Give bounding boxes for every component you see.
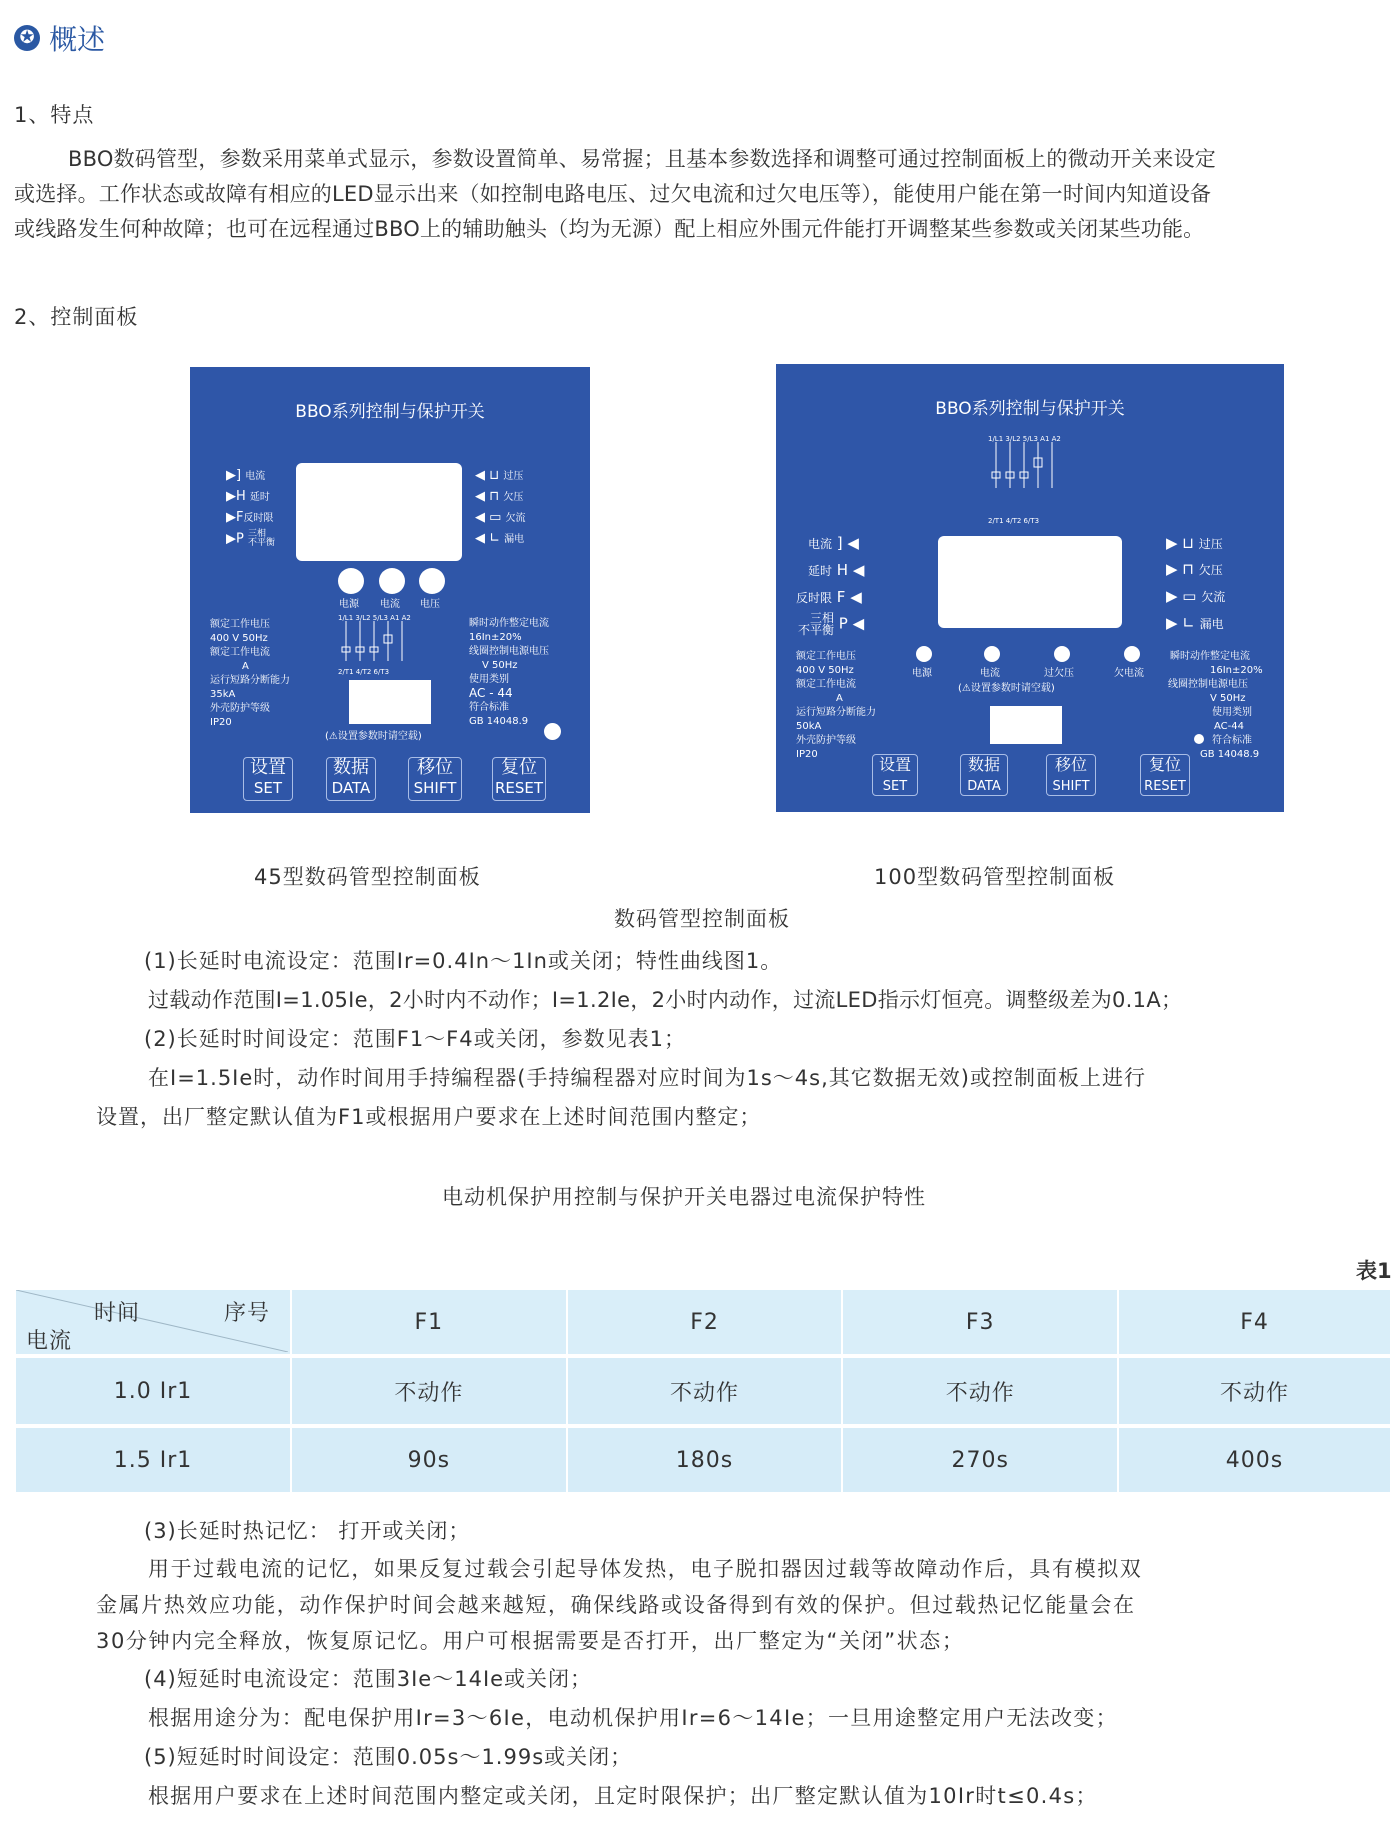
spec: 使用类别 <box>469 674 509 685</box>
indicator-delay: 延时 H ◀ <box>808 561 865 579</box>
indicator-overvoltage: ▶ ⊔ 过压 <box>1166 534 1223 552</box>
indicator-inverse-time: ▶F反时限 <box>226 510 274 525</box>
button-label: 设置 <box>250 757 286 778</box>
indicator-label: 反时限 <box>243 513 274 524</box>
button-label: 数据 <box>967 755 1000 774</box>
indicator-label: 延时 <box>249 492 270 503</box>
spec: GB 14048.9 <box>1200 749 1260 760</box>
button-label-en: RESET <box>1144 779 1186 794</box>
reset-led <box>544 723 561 740</box>
table-cell: 不动作 <box>291 1356 567 1426</box>
indicator-unbalance: ▶P 三相 不平衡 <box>226 529 275 548</box>
setting-line: 根据用户要求在上述时间范围内整定或关闭，且定时限保护；出厂整定默认值为10Ir时t≤0.4s； <box>148 1784 1098 1808</box>
spec: 16In±20% <box>1210 665 1263 676</box>
setting-line: 在I=1.5Ie时，动作时间用手持编程器(手持编程器对应时间为1s～4s,其它数据无效)或控制面板上进行 <box>148 1066 1146 1090</box>
led-voltage <box>419 568 445 594</box>
section-title: 概述 <box>49 23 106 56</box>
reset-button[interactable] <box>1140 754 1190 796</box>
indicator-overvoltage: ◀ ⊔ 过压 <box>475 468 524 483</box>
features-line: 或线路发生何种故障；也可在远程通过BBO上的辅助触头（均为无源）配上相应外围元件能打开调整某些参数或关闭某些功能。 <box>14 217 1205 241</box>
button-label-en: DATA <box>967 779 1001 794</box>
setting-line: 设置，出厂整定默认值为F1或根据用户要求在上述时间范围内整定； <box>96 1105 762 1129</box>
spec: 使用类别 <box>1212 707 1252 718</box>
setting-line: (4)短延时电流设定：范围3Ie～14Ie或关闭； <box>144 1667 593 1691</box>
table-title: 电动机保护用控制与保护开关电器过电流保护特性 <box>442 1185 926 1209</box>
spec: 瞬时动作整定电流 <box>469 618 549 629</box>
indicator-label: 三相 <box>810 611 835 625</box>
indicator-unbalance: 三相 不平衡 P ◀ <box>798 611 865 637</box>
led-power <box>338 568 364 594</box>
table-cell: 400s <box>1118 1426 1390 1492</box>
led-label: 欠电流 <box>1114 668 1144 679</box>
button-label: 移位 <box>417 757 453 778</box>
spec: 400 V 50Hz <box>796 665 854 676</box>
data-button[interactable] <box>960 754 1008 796</box>
panel-100 <box>776 364 1284 812</box>
indicator-undercurrent: ◀ ▭ 欠流 <box>475 510 526 525</box>
corner-time: 时间 <box>94 1301 141 1326</box>
sub-display <box>349 680 431 724</box>
indicator-label: 三相 <box>247 529 266 539</box>
indicator-label: 过压 <box>503 471 524 482</box>
button-label: 设置 <box>878 755 911 774</box>
row-label: 1.0 Ir1 <box>16 1356 291 1426</box>
button-label-en: DATA <box>331 779 371 797</box>
wiring-diagram <box>338 621 418 665</box>
spec: 线圈控制电源电压 <box>1168 679 1248 690</box>
control-panel-heading: 2、控制面板 <box>14 305 139 329</box>
figure-caption: 数码管型控制面板 <box>614 907 790 931</box>
indicator-label: 延时 <box>808 564 833 578</box>
setting-line: 过载动作范围I=1.05Ie，2小时内不动作；I=1.2Ie，2小时内动作，过流LED指示灯恒亮。调整级差为0.1A； <box>148 988 1183 1012</box>
reset-button[interactable] <box>492 757 546 801</box>
symbol: ] <box>836 534 843 552</box>
section-header <box>14 18 105 58</box>
panel-45-caption: 45型数码管型控制面板 <box>254 865 481 889</box>
led-label: 过欠压 <box>1044 668 1074 679</box>
led-label: 电压 <box>420 599 440 610</box>
sub-display <box>990 706 1062 744</box>
protection-table <box>16 1290 1390 1492</box>
symbol: H <box>236 489 246 504</box>
symbol: P <box>236 531 244 547</box>
button-label-en: SHIFT <box>413 779 457 797</box>
spec: AC-44 <box>1214 721 1244 732</box>
table-header-cell: F1 <box>291 1290 567 1356</box>
indicator-current: ▶] 电流 <box>226 468 266 483</box>
button-label-en: SET <box>882 779 908 794</box>
table-row <box>16 1356 1390 1426</box>
spec: 35kA <box>210 689 236 700</box>
indicator-label: 欠流 <box>1201 590 1226 604</box>
setting-line: (5)短延时时间设定：范围0.05s～1.99s或关闭； <box>144 1745 633 1769</box>
symbol: F <box>836 588 846 606</box>
indicator-label: 欠流 <box>505 513 526 524</box>
setting-line: 金属片热效应功能，动作保护时间会越来越短，确保线路或设备得到有效的保护。但过载热记忆能量会在 <box>96 1593 1136 1617</box>
spec: 线圈控制电源电压 <box>469 646 549 657</box>
button-label: 移位 <box>1054 755 1087 774</box>
lcd-display <box>938 536 1122 628</box>
indicator-undercurrent: ▶ ▭ 欠流 <box>1166 587 1226 605</box>
spec: 50kA <box>796 721 822 732</box>
setting-line: 用于过载电流的记忆，如果反复过载会引起导体发热，电子脱扣器因过载等故障动作后，具有模拟双 <box>148 1557 1143 1581</box>
terminals-top: 1/L1 3/L2 5/L3 A1 A2 <box>988 435 1061 443</box>
star-icon: ✪ <box>14 25 40 51</box>
spec: 400 V 50Hz <box>210 633 268 644</box>
indicator-leakage: ◀ ∟ 漏电 <box>475 531 525 546</box>
indicator-label: 漏电 <box>504 534 525 545</box>
table-corner-cell <box>16 1290 291 1356</box>
indicator-label: 电流 <box>808 537 833 551</box>
spec: 16In±20% <box>469 632 522 643</box>
indicator-undervoltage: ▶ ⊓ 欠压 <box>1166 560 1223 578</box>
indicator-label: 漏电 <box>1199 617 1224 631</box>
led-current <box>379 568 405 594</box>
spec: GB 14048.9 <box>469 716 529 727</box>
set-button[interactable] <box>872 754 918 796</box>
shift-button[interactable] <box>408 757 462 801</box>
corner-seq: 序号 <box>224 1301 271 1326</box>
indicator-label: 反时限 <box>796 591 833 605</box>
table-cell: 不动作 <box>842 1356 1118 1426</box>
table-cell: 270s <box>842 1426 1118 1492</box>
corner-current: 电流 <box>26 1329 73 1354</box>
led-power <box>916 646 932 662</box>
button-label-en: SET <box>253 779 283 797</box>
panel-100-caption: 100型数码管型控制面板 <box>874 865 1116 889</box>
button-label: 数据 <box>333 757 369 778</box>
spec: IP20 <box>796 749 818 760</box>
panel-title: BBO系列控制与保护开关 <box>935 399 1125 419</box>
setting-line: (3)长延时热记忆： 打开或关闭； <box>144 1519 471 1543</box>
panel-note: (⚠设置参数时请空载) <box>958 683 1055 694</box>
setting-line: 30分钟内完全释放，恢复原记忆。用户可根据需要是否打开，出厂整定为“关闭”状态； <box>96 1629 965 1653</box>
table-cell: 180s <box>567 1426 843 1492</box>
terminals-bottom: 2/T1 4/T2 6/T3 <box>338 668 390 676</box>
setting-line: (1)长延时电流设定：范围Ir=0.4In～1In或关闭；特性曲线图1。 <box>144 949 783 973</box>
symbol: ] <box>236 468 242 483</box>
indicator-label: 欠压 <box>503 492 524 503</box>
spec: 额定工作电流 <box>796 679 856 690</box>
button-label: 复位 <box>1148 755 1181 774</box>
indicator-label: 过压 <box>1198 537 1223 551</box>
symbol: H <box>836 561 849 579</box>
indicator-label: 不平衡 <box>798 623 835 637</box>
row-label: 1.5 Ir1 <box>16 1426 291 1492</box>
data-button[interactable] <box>326 757 376 801</box>
spec: A <box>242 661 249 672</box>
symbol: F <box>236 510 244 525</box>
panel-note: (⚠设置参数时请空载) <box>325 731 422 742</box>
terminals-top: 1/L1 3/L2 5/L3 A1 A2 <box>338 614 411 622</box>
indicator-inverse-time: 反时限 F ◀ <box>796 588 862 606</box>
spec: 额定工作电流 <box>210 647 270 658</box>
led-label: 电流 <box>380 599 400 610</box>
led-current <box>984 646 1000 662</box>
spec: 外壳防护等级 <box>210 703 270 714</box>
features-heading: 1、特点 <box>14 103 95 127</box>
indicator-undervoltage: ◀ ⊓ 欠压 <box>475 489 524 504</box>
indicator-label: 不平衡 <box>247 538 275 548</box>
spec: A <box>836 693 843 704</box>
led-voltage <box>1054 646 1070 662</box>
led-undercurrent <box>1124 646 1140 662</box>
spec: AC - 44 <box>469 686 513 700</box>
set-button[interactable] <box>243 757 293 801</box>
spec: 额定工作电压 <box>796 651 856 662</box>
button-label-en: RESET <box>494 779 544 797</box>
button-label-en: SHIFT <box>1052 779 1090 794</box>
led-label: 电流 <box>980 668 1000 679</box>
indicator-leakage: ▶ ∟ 漏电 <box>1166 614 1224 632</box>
setting-line: (2)长延时时间设定：范围F1～F4或关闭，参数见表1； <box>144 1027 686 1051</box>
features-line: BBO数码管型，参数采用菜单式显示，参数设置简单、易常握；且基本参数选择和调整可通过控制面板上的微动开关来设定 <box>68 147 1216 171</box>
features-line: 或选择。工作状态或故障有相应的LED显示出来（如控制电路电压、过欠电流和过欠电压等），能使用户能在第一时间内知道设备 <box>14 182 1212 206</box>
setting-line: 根据用途分为：配电保护用Ir=3～6Ie，电动机保护用Ir=6～14Ie；一旦用途整定用户无法改变； <box>148 1706 1118 1730</box>
indicator-current: 电流 ] ◀ <box>808 534 859 552</box>
shift-button[interactable] <box>1046 754 1096 796</box>
table-cell: 不动作 <box>1118 1356 1390 1426</box>
table-label: 表1 <box>1356 1259 1392 1283</box>
panel-title: BBO系列控制与保护开关 <box>295 402 485 422</box>
terminals-bottom: 2/T1 4/T2 6/T3 <box>988 517 1040 525</box>
spec: IP20 <box>210 717 232 728</box>
spec: 额定工作电压 <box>210 619 270 630</box>
spec: V 50Hz <box>1210 693 1246 704</box>
symbol: P <box>838 614 848 633</box>
table-header-row <box>16 1290 1390 1356</box>
table-header-cell: F4 <box>1118 1290 1390 1356</box>
table-row <box>16 1426 1390 1492</box>
spec: 运行短路分断能力 <box>796 707 876 718</box>
table-cell: 不动作 <box>567 1356 843 1426</box>
indicator-delay: ▶H 延时 <box>226 489 270 504</box>
spec: 符合标准 <box>1212 735 1252 746</box>
spec: 运行短路分断能力 <box>210 675 290 686</box>
button-label: 复位 <box>501 757 537 778</box>
table-header-cell: F2 <box>567 1290 843 1356</box>
spec: 符合标准 <box>469 702 509 713</box>
indicator-label: 电流 <box>245 471 266 482</box>
table-cell: 90s <box>291 1426 567 1492</box>
indicator-label: 欠压 <box>1198 563 1223 577</box>
lcd-display <box>296 463 462 561</box>
spec: 瞬时动作整定电流 <box>1170 651 1250 662</box>
wiring-diagram <box>988 442 1068 492</box>
reset-led <box>1194 734 1204 744</box>
led-label: 电源 <box>912 668 932 679</box>
panel-45 <box>190 367 590 813</box>
spec: 外壳防护等级 <box>796 735 856 746</box>
spec: V 50Hz <box>482 660 518 671</box>
led-label: 电源 <box>339 599 359 610</box>
table-header-cell: F3 <box>842 1290 1118 1356</box>
